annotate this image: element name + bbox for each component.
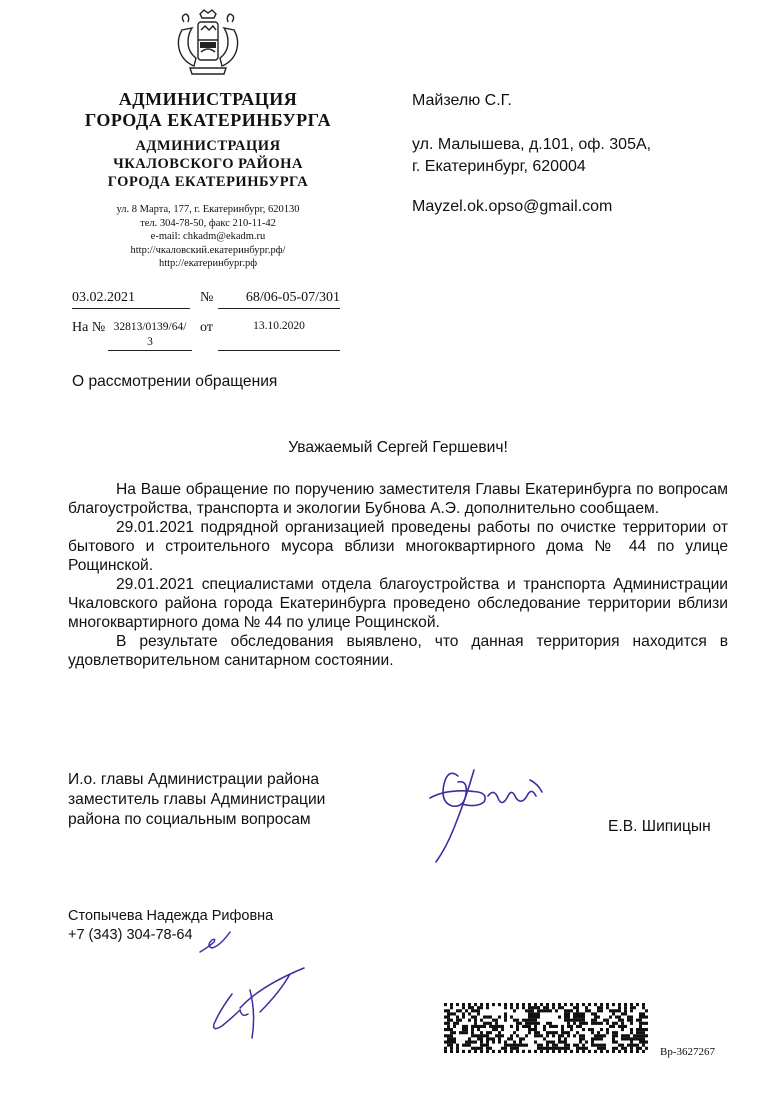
org-title (58, 89, 358, 131)
initials-mark-icon (196, 924, 236, 958)
document-barcode-icon (444, 1003, 648, 1053)
barcode-number: Вр-3627267 (660, 1046, 715, 1058)
ref-number-line: 3 (108, 335, 192, 351)
body-paragraph: 29.01.2021 специалистами отдела благоустройства и транспорта Администрации Чкаловского района города Екатеринбурга проведено обследование территории вблизи многоквартирного дома № 44 по улице Рощинской. (68, 576, 728, 631)
org-subtitle (58, 137, 358, 191)
org-site: http://екатеринбург.рф (158, 258, 258, 269)
org-subtitle-line: ГОРОДА ЕКАТЕРИНБУРГА (107, 174, 309, 190)
ref-from-label: от (200, 320, 213, 335)
org-address: ул. 8 Марта, 177, г. Екатеринбург, 620130 (116, 204, 300, 215)
org-subtitle-line: ЧКАЛОВСКОГО РАЙОНА (113, 156, 303, 172)
executor (68, 907, 273, 945)
ref-date: 13.10.2020 (218, 320, 340, 351)
signatory-title-line: И.о. главы Администрации района (68, 771, 320, 788)
registry-number: 68/06-05-07/301 (218, 290, 340, 309)
recipient-street: ул. Малышева, д.101, оф. 305А, (412, 136, 652, 153)
signatory-title (68, 770, 325, 830)
letter-body (68, 480, 728, 670)
signatory-title-line: заместитель главы Администрации (68, 791, 326, 808)
salutation: Уважаемый Сергей Гершевич! (288, 439, 508, 456)
org-email: e-mail: chkadm@ekadm.ru (150, 231, 266, 242)
signatory-title-line: района по социальным вопросам (68, 811, 311, 828)
org-title-line: АДМИНИСТРАЦИЯ (118, 89, 298, 109)
body-paragraph: 29.01.2021 подрядной организацией проведены работы по очистке территории от бытового и строительного мусора вблизи многоквартирного дома № 44 по улице Рощинской. (68, 519, 728, 574)
org-phone: тел. 304-78-50, факс 210-11-42 (140, 217, 276, 229)
ref-number (108, 320, 192, 351)
recipient-city: г. Екатеринбург, 620004 (412, 158, 586, 175)
handwritten-signature-icon (418, 758, 558, 868)
city-coat-of-arms-icon (170, 8, 246, 78)
ref-number-line: 32813/0139/64/ (113, 321, 187, 333)
registry-date: 03.02.2021 (72, 290, 190, 309)
signatory-name: Е.В. Шипицын (608, 818, 711, 835)
executor-phone: +7 (343) 304-78-64 (68, 927, 193, 943)
org-title-line: ГОРОДА ЕКАТЕРИНБУРГА (84, 110, 332, 130)
approval-signature-icon (200, 962, 320, 1042)
org-site: http://чкаловский.екатеринбург.рф/ (130, 244, 286, 256)
recipient-email: Mayzel.ok.opso@gmail.com (412, 198, 613, 215)
registry-number-label: № (200, 290, 214, 305)
body-paragraph: На Ваше обращение по поручению заместителя Главы Екатеринбурга по вопросам благоустройства, транспорта и экологии Бубнова А.Э. дополнительно сообщаем. (68, 481, 728, 517)
ref-label: На № (72, 320, 106, 335)
recipient-name: Майзелю С.Г. (412, 92, 512, 109)
org-subtitle-line: АДМИНИСТРАЦИЯ (135, 138, 281, 154)
org-contacts (58, 203, 358, 271)
executor-name: Стопычева Надежда Рифовна (68, 908, 274, 924)
letter-subject: О рассмотрении обращения (72, 373, 278, 390)
body-paragraph: В результате обследования выявлено, что данная территория находится в удовлетворительном санитарном состоянии. (68, 633, 728, 669)
